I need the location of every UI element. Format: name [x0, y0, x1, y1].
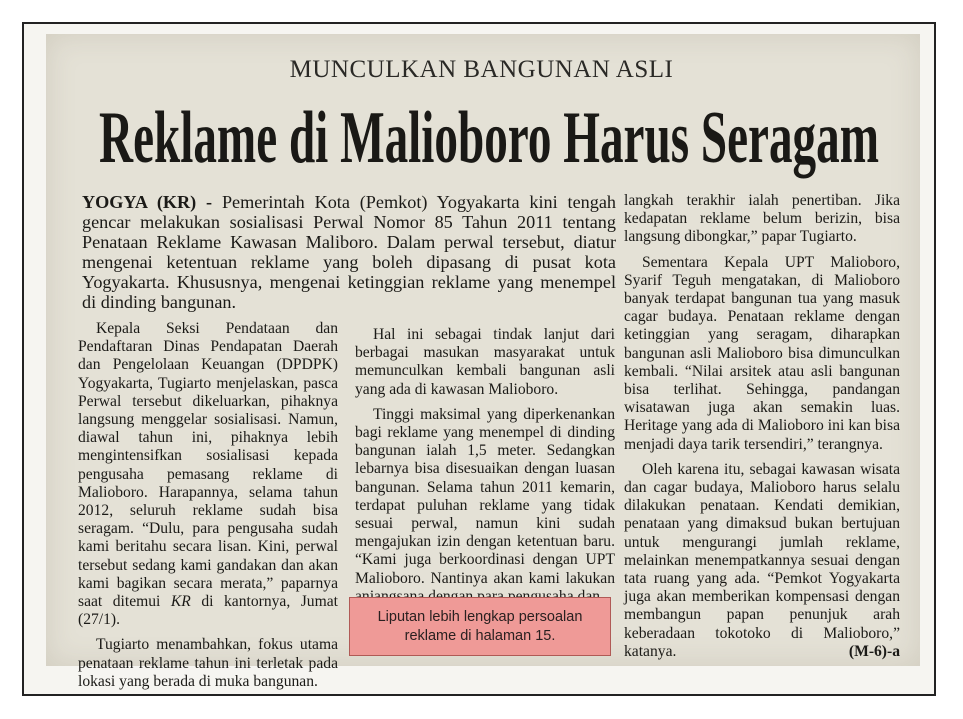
paragraph: Sementara Kepala UPT Malioboro, Syarif Teguh mengatakan, di Malioboro banyak terdapat bangunan tua yang masuk cagar budaya. Penataan reklame dengan ketinggian yang seragam, diharapkan bangunan asli Malioboro bisa dimunculkan kembali. “Nilai arsitek atau asli bangunan bisa terlihat. Sehingga, pandangan wisatawan juga akan semakin luas. Heritage yang ada di Malioboro ini kan bisa menjadi daya tarik tersendiri,” terangnya.: [624, 253, 900, 453]
promo-line-1: Liputan lebih lengkap persoalan: [377, 608, 583, 625]
paragraph: Tugiarto menambahkan, fokus utama penataan reklame tahun ini terletak pada lokasi yang berada di muka bangunan.: [78, 636, 338, 690]
paragraph-text: Oleh karena itu, sebagai kawasan wisata dan cagar budaya, Malioboro harus selalu dilakukan penataan. Kendati demikian, penataan yang dimaksud bukan bertujuan untuk mengurangi jumlah reklame, melainkan menempatkannya sesuai dengan tata ruang yang ada. “Pemkot Yogyakarta juga akan memberikan kompensasi dengan membangun papan penunjuk arah keberadaan tokotoko di Malioboro,” katanya.: [624, 460, 900, 660]
byline: (M-6)-a: [848, 642, 900, 660]
paragraph-text: Kepala Seksi Pendataan dan Pendaftaran Dinas Pendapatan Daerah dan Pengelolaan Keuangan (DPDPK) Yogyakarta, Tugiarto menjelaskan, pasca Perwal tersebut dikeluarkan, pihaknya langsung menggelar sosialisasi. Namun, diawal tahun ini, pihaknya lebih mengintensifkan sosialisasi kepada pengusaha pemasang reklame di Malioboro. Harapannya, selama tahun 2012, seluruh reklame sudah bisa seragam. “Dulu, para pengusaha sudah kami beritahu secara lisan. Kini, perwal tersebut sedang kami gandakan dan akan kami bagikan secara merata,” paparnya saat ditemui: [78, 320, 338, 611]
column-1: [78, 320, 338, 691]
paragraph: Tinggi maksimal yang diperkenankan bagi reklame yang menempel di dinding bangunan ialah 1,5 meter. Sedangkan lebarnya bisa disesuaikan dengan luasan bangunan. Selama tahun 2011 kemarin, terdapat puluhan reklame yang tidak sesuai perwal, namun kini sudah mengajukan izin dengan ketentuan baru. “Kami juga berkoordinasi dengan UPT Malioboro. Nantinya akan kami lakukan: [355, 405, 615, 587]
lead-paragraph: Pemerintah Kota (Pemkot) Yogyakarta kini tengah gencar melakukan sosialisasi Perwal Nomor 85 Tahun 2011 tentang Penataan Reklame Kawasan Maliboro. Dalam perwal tersebut, diatur mengenai ketentuan reklame yang boleh dipasang di pusat kota Yogyakarta. Khususnya, mengenai ketinggian reklame yang menempel di dinding bangunan.: [82, 192, 617, 312]
column-2: [355, 326, 615, 606]
column-3: [624, 192, 900, 661]
article-headline-text: Reklame di Malioboro Harus Seragam: [99, 97, 879, 179]
publication-abbrev: KR: [170, 593, 191, 611]
promo-line-2: reklame di halaman 15.: [404, 627, 556, 644]
paragraph: langkah terakhir ialah penertiban. Jika kedapatan reklame belum berizin, bisa langsung dibongkar,” papar Tugiarto.: [624, 192, 900, 246]
article-kicker: MUNCULKAN BANGUNAN ASLI: [289, 56, 674, 83]
promo-box: [349, 597, 611, 656]
paragraph: Hal ini sebagai tindak lanjut dari berbagai masukan masyarakat untuk memunculkan kembali bangunan asli yang ada di kawasan Malioboro.: [355, 326, 615, 398]
paragraph: [624, 461, 900, 661]
article-lead: [82, 192, 616, 312]
paragraph-text: di kantornya, Jumat (27/1).: [78, 593, 338, 629]
dateline: YOGYA (KR) -: [82, 192, 213, 212]
article-headline: [94, 92, 884, 180]
paragraph: [78, 320, 338, 629]
